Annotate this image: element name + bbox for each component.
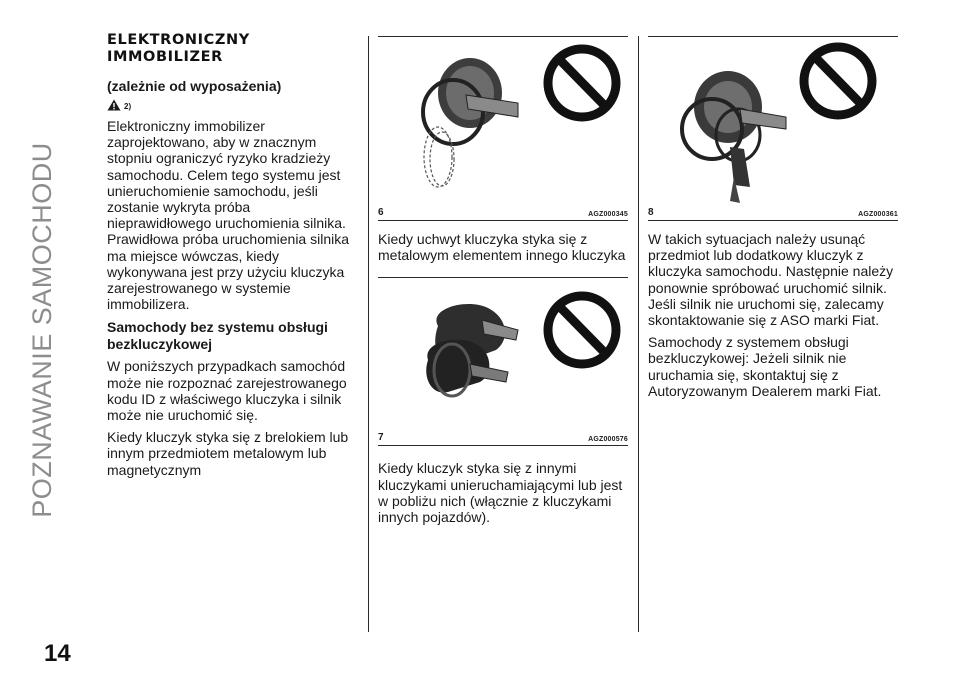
page-number: 14 (44, 640, 71, 667)
column-left (107, 30, 352, 478)
prohibition-sign-icon (804, 47, 872, 115)
figure-6-text: Kiedy uchwyt kluczyka styka się z metalowym elementem innego kluczyka (378, 231, 626, 264)
key-bunch-illustration (648, 37, 898, 205)
figure-number: 8 (648, 207, 654, 218)
column-divider (638, 36, 639, 632)
two-keys-illustration (378, 278, 628, 430)
warning-triangle-icon (107, 99, 121, 111)
section-title: ELEKTRONICZNY IMMOBILIZER (107, 32, 250, 65)
figure-8-text: W takich sytuacjach należy usunąć przedmiot lub dodatkowy kluczyk z kluczyka samochodu. Następnie należy ponownie spróbować uruchomić silnik. Jeśli silnik nie uruchomi się, zalecamy skontaktowanie się z ASO marki Fiat. (648, 231, 894, 329)
column-middle (378, 30, 628, 525)
section-subtitle: (zależnie od wyposażenia) (107, 78, 282, 94)
subsection-heading: Samochody bez systemu obsługi bezkluczykowej (107, 319, 328, 352)
figure-8-caption (648, 205, 898, 221)
warning-note-number: 2) (124, 101, 132, 111)
prohibition-sign-icon (548, 296, 616, 364)
figure-6-illustration (378, 37, 628, 205)
intro-paragraph: Elektroniczny immobilizer zaprojektowano, aby w znacznym stopniu ograniczyć ryzyko kradzieży samochodu. Celem tego systemu jest unieruchomienie samochodu, jeśli zostanie wykryta próba nieprawidłowego uruchomienia silnika. Prawidłowa próba uruchomienia silnika ma miejsce wówczas, kiedy wykonywana jest przy użyciu kluczyka zarejestrowanego w systemie immobilizera. (107, 118, 350, 313)
figure-code: AGZ000345 (588, 211, 628, 218)
warning-reference (107, 97, 352, 113)
figure-code: AGZ000361 (858, 211, 898, 218)
side-chapter-title: POZNAWANIE SAMOCHODU (27, 142, 57, 518)
prohibition-sign-icon (548, 49, 616, 117)
figure-6-caption (378, 205, 628, 221)
body-paragraph: Samochody z systemem obsługi bezkluczykowej: Jeżeli silnik nie uruchamia się, skontaktuj się z Autoryzowanym Dealerem marki Fiat. (648, 334, 882, 399)
figure-7-illustration (378, 278, 628, 430)
body-paragraph: W poniższych przypadkach samochód może nie rozpoznać zarejestrowanego kodu ID z właściwego kluczyka i silnik może nie uruchomić się. (107, 358, 347, 424)
column-divider (368, 36, 369, 632)
body-paragraph: Kiedy kluczyk styka się z brelokiem lub innym przedmiotem metalowym lub magnetycznym (107, 429, 349, 478)
key-with-ring-illustration (378, 37, 628, 205)
figure-7-caption (378, 430, 628, 446)
figure-code: AGZ000576 (588, 436, 628, 444)
column-right (648, 30, 898, 399)
figure-8-illustration (648, 37, 898, 205)
figure-number: 7 (378, 432, 384, 444)
figure-number: 6 (378, 207, 384, 218)
figure-7-text: Kiedy kluczyk styka się z innymi kluczykami unieruchamiającymi lub jest w pobliżu nich (włącznie z kluczykami innych pojazdów). (378, 460, 623, 526)
